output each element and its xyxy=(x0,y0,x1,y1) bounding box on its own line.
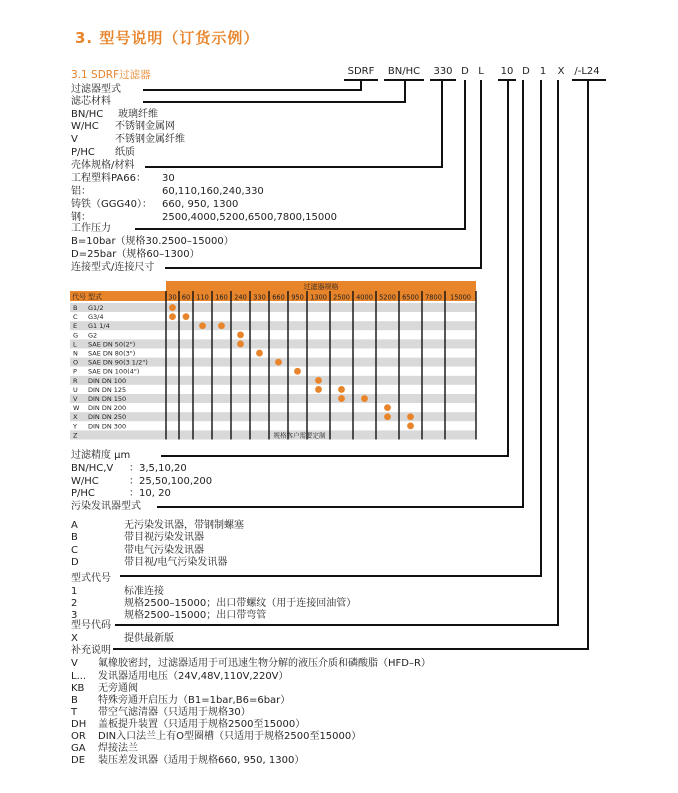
table-size-label: 160 xyxy=(215,293,228,302)
table-row-type: SAE DN 50(2") xyxy=(88,340,136,349)
material-desc: 不锈钢金属网 xyxy=(115,121,175,132)
supplement-code: DH xyxy=(71,719,87,730)
table-row-code: W xyxy=(73,404,80,413)
supplement-code: L... xyxy=(71,671,87,682)
table-size-label: 30 xyxy=(168,293,177,302)
table-row xyxy=(70,412,476,421)
availability-dot xyxy=(256,350,263,357)
table-row-type: G3/4 xyxy=(88,313,104,322)
table-row-code: Y xyxy=(73,422,77,431)
precision-desc: ：25,50,100,200 xyxy=(129,476,213,487)
precision-code: W/HC xyxy=(71,476,99,487)
table-row xyxy=(70,303,476,312)
code-series: SDRF xyxy=(347,66,375,77)
table-row-code: U xyxy=(73,385,78,394)
table-row-code: L xyxy=(73,340,77,349)
housing-code: 钢： xyxy=(71,212,91,223)
supplement-label: 补充说明 xyxy=(71,645,111,656)
supplement-desc: DIN入口法兰上有O型圈槽（只适用于规格2500至15000） xyxy=(98,731,362,742)
material-code: BN/HC xyxy=(71,109,104,120)
table-row xyxy=(70,403,476,412)
type-desc: 规格2500–15000；出口带弯管 xyxy=(124,610,267,621)
precision-desc: ：3,5,10,20 xyxy=(129,463,187,474)
precision-code: BN/HC,V xyxy=(71,463,114,474)
availability-dot xyxy=(384,404,391,411)
supplement-desc: 无旁通阀 xyxy=(98,683,138,694)
custom-note: 规格客户需要定制 xyxy=(273,431,326,440)
table-row-type: DIN DN 100 xyxy=(88,376,127,385)
indicator-desc: 带电气污染发讯器 xyxy=(124,545,204,556)
table-row xyxy=(70,385,476,394)
precision-code: P/HC xyxy=(71,488,95,499)
type-code: 2 xyxy=(71,598,78,609)
table-row xyxy=(70,421,476,430)
table-size-label: 240 xyxy=(234,293,247,302)
table-size-label: 660 xyxy=(272,293,285,302)
type-code: 3 xyxy=(71,610,78,621)
table-row-type: DIN DN 125 xyxy=(88,385,127,394)
housing-desc: 60,110,160,240,330 xyxy=(162,186,264,197)
code-precision: 10 xyxy=(500,66,514,77)
table-row-code: P xyxy=(73,367,77,376)
availability-dot xyxy=(169,313,176,320)
table-size-label: 7800 xyxy=(425,293,442,302)
availability-dot xyxy=(294,368,301,375)
table-row-type: G1 1/4 xyxy=(88,322,110,331)
indicator-desc: 带目视污染发讯器 xyxy=(124,532,204,543)
type-desc: 标准连接 xyxy=(124,586,164,597)
availability-dot xyxy=(315,386,322,393)
supplement-desc: 装压差发讯器（适用于规格660, 950, 1300） xyxy=(98,755,305,766)
code-supplement: /-L24 xyxy=(574,66,600,77)
material-code: P/HC xyxy=(71,147,95,158)
table-row-type: SAE DN 100(4") xyxy=(88,367,140,376)
supplement-code: T xyxy=(71,707,78,718)
availability-dot xyxy=(407,422,414,429)
availability-dot xyxy=(338,395,345,402)
table-row-type: DIN DN 300 xyxy=(88,422,127,431)
table-size-label: 15000 xyxy=(450,293,471,302)
availability-dot xyxy=(199,322,206,329)
code-connection: L xyxy=(478,66,484,77)
indicator-code: D xyxy=(71,557,79,568)
table-row xyxy=(70,330,476,339)
housing-code: 铝： xyxy=(71,186,91,197)
availability-dot xyxy=(407,413,414,420)
table-size-label: 330 xyxy=(253,293,266,302)
indicator-code: B xyxy=(71,532,78,543)
section-title: 3.1 SDRF过滤器 xyxy=(71,69,151,81)
supplement-desc: 盖板提升装置（只适用于规格2500至15000） xyxy=(98,719,306,730)
type-desc: 规格2500–15000；出口带螺纹（用于连接回油管） xyxy=(124,598,357,609)
code-type: 1 xyxy=(539,66,547,77)
housing-code: 铸铁（GGG40）： xyxy=(71,199,152,210)
table-header-label: 过滤器规格 xyxy=(303,283,339,291)
code-material: BN/HC xyxy=(387,66,421,77)
indicator-code: C xyxy=(71,545,78,556)
code-pressure: D xyxy=(461,66,469,77)
supplement-desc: 焊接法兰 xyxy=(98,743,138,754)
table-row-type: DIN DN 200 xyxy=(88,404,127,413)
table-row xyxy=(70,376,476,385)
table-size-label: 6500 xyxy=(402,293,419,302)
availability-dot xyxy=(275,359,282,366)
availability-dot xyxy=(237,341,244,348)
type-code: 1 xyxy=(71,586,78,597)
table-row xyxy=(70,394,476,403)
code-size: 330 xyxy=(433,66,453,77)
model-desc: 提供最新版 xyxy=(124,633,174,644)
housing-label: 壳体规格/材料 xyxy=(71,160,135,171)
page-title: 3. 型号说明（订货示例） xyxy=(75,29,260,47)
supplement-code: OR xyxy=(71,731,86,742)
supplement-code: DE xyxy=(71,755,86,766)
supplement-code: V xyxy=(71,658,78,669)
availability-dot xyxy=(218,322,225,329)
material-code: W/HC xyxy=(71,121,99,132)
table-row-code: Z xyxy=(73,431,78,440)
connection-label: 连接型式/连接尺寸 xyxy=(71,262,155,273)
code-indicator: D xyxy=(522,66,530,77)
table-row-code: X xyxy=(73,413,78,422)
housing-desc: 660, 950, 1300 xyxy=(162,199,239,210)
availability-dot xyxy=(384,413,391,420)
table-row-code: C xyxy=(73,313,78,322)
availability-dot xyxy=(361,395,368,402)
model-code: X xyxy=(71,633,78,644)
material-code: V xyxy=(71,134,78,145)
supplement-code: B xyxy=(71,695,78,706)
material-desc: 不锈钢金属纤维 xyxy=(115,134,185,145)
table-size-label: 4000 xyxy=(356,293,373,302)
table-size-label: 60 xyxy=(181,293,191,302)
supplement-desc: 发讯器适用电压（24V,48V,110V,220V） xyxy=(98,671,289,682)
availability-dot xyxy=(183,313,190,320)
table-row-code: E xyxy=(73,322,78,331)
table-row-code: R xyxy=(73,376,78,385)
indicator-label: 污染发讯器型式 xyxy=(71,501,141,512)
pressure-label: 工作压力 xyxy=(71,223,111,234)
table-row-type: SAE DN 90(3 1/2") xyxy=(88,358,148,367)
table-size-label: 950 xyxy=(291,293,304,302)
table-row-code: G xyxy=(73,331,79,340)
indicator-desc: 无污染发讯器，带钢制螺塞 xyxy=(124,520,244,531)
table-row-type: SAE DN 80(3") xyxy=(88,349,136,358)
pressure-item: D=25bar（规格60–1300） xyxy=(71,249,200,260)
table-row-code: N xyxy=(73,349,78,358)
table-row xyxy=(70,321,476,330)
table-row-type: G1/2 xyxy=(88,304,104,312)
code-model: X xyxy=(557,66,565,77)
table-row-type: G2 xyxy=(88,331,98,340)
table-row xyxy=(70,312,476,321)
supplement-desc: 带空气滤清器（只适用于规格30） xyxy=(98,707,251,718)
element-material-label: 滤芯材料 xyxy=(71,96,111,107)
availability-dot xyxy=(338,386,345,393)
housing-desc: 2500,4000,5200,6500,7800,15000 xyxy=(162,212,337,223)
connection-table xyxy=(70,281,480,451)
model-code-label: 型号代码 xyxy=(71,620,111,631)
availability-dot xyxy=(169,304,176,311)
table-row-code: O xyxy=(73,358,79,367)
table-row-type: DIN DN 150 xyxy=(88,395,127,403)
material-desc: 玻璃纤维 xyxy=(118,109,158,120)
pressure-item: B=10bar（规格30.2500–15000） xyxy=(71,236,234,247)
supplement-desc: 特殊旁通开启压力（B1=1bar,B6=6bar） xyxy=(98,695,291,706)
table-size-label: 2500 xyxy=(333,293,350,302)
indicator-code: A xyxy=(71,520,78,531)
table-size-label: 5200 xyxy=(379,293,396,302)
table-col-type: 型式 xyxy=(88,293,102,301)
precision-desc: ：10, 20 xyxy=(129,488,171,499)
filter-type-label: 过滤器型式 xyxy=(71,84,121,95)
indicator-desc: 带目视/电气污染发讯器 xyxy=(124,557,228,568)
table-size-label: 110 xyxy=(196,293,209,302)
type-code-label: 型式代号 xyxy=(71,573,111,584)
availability-dot xyxy=(237,331,244,338)
precision-label: 过滤精度 μm xyxy=(71,450,131,461)
supplement-desc: 氟橡胶密封，过滤器适用于可迅速生物分解的液压介质和磷酸脂（HFD–R） xyxy=(98,658,431,669)
supplement-code: KB xyxy=(71,683,85,694)
availability-dot xyxy=(315,377,322,384)
housing-desc: 30 xyxy=(162,173,175,184)
material-desc: 纸质 xyxy=(115,147,135,158)
table-row-code: B xyxy=(73,304,78,312)
table-row-code: V xyxy=(73,395,78,403)
table-row-type: DIN DN 250 xyxy=(88,413,127,422)
table-col-code: 代号 xyxy=(72,293,86,301)
housing-code: 工程塑料PA66： xyxy=(71,173,146,184)
supplement-code: GA xyxy=(71,743,86,754)
table-size-label: 1300 xyxy=(310,293,327,302)
